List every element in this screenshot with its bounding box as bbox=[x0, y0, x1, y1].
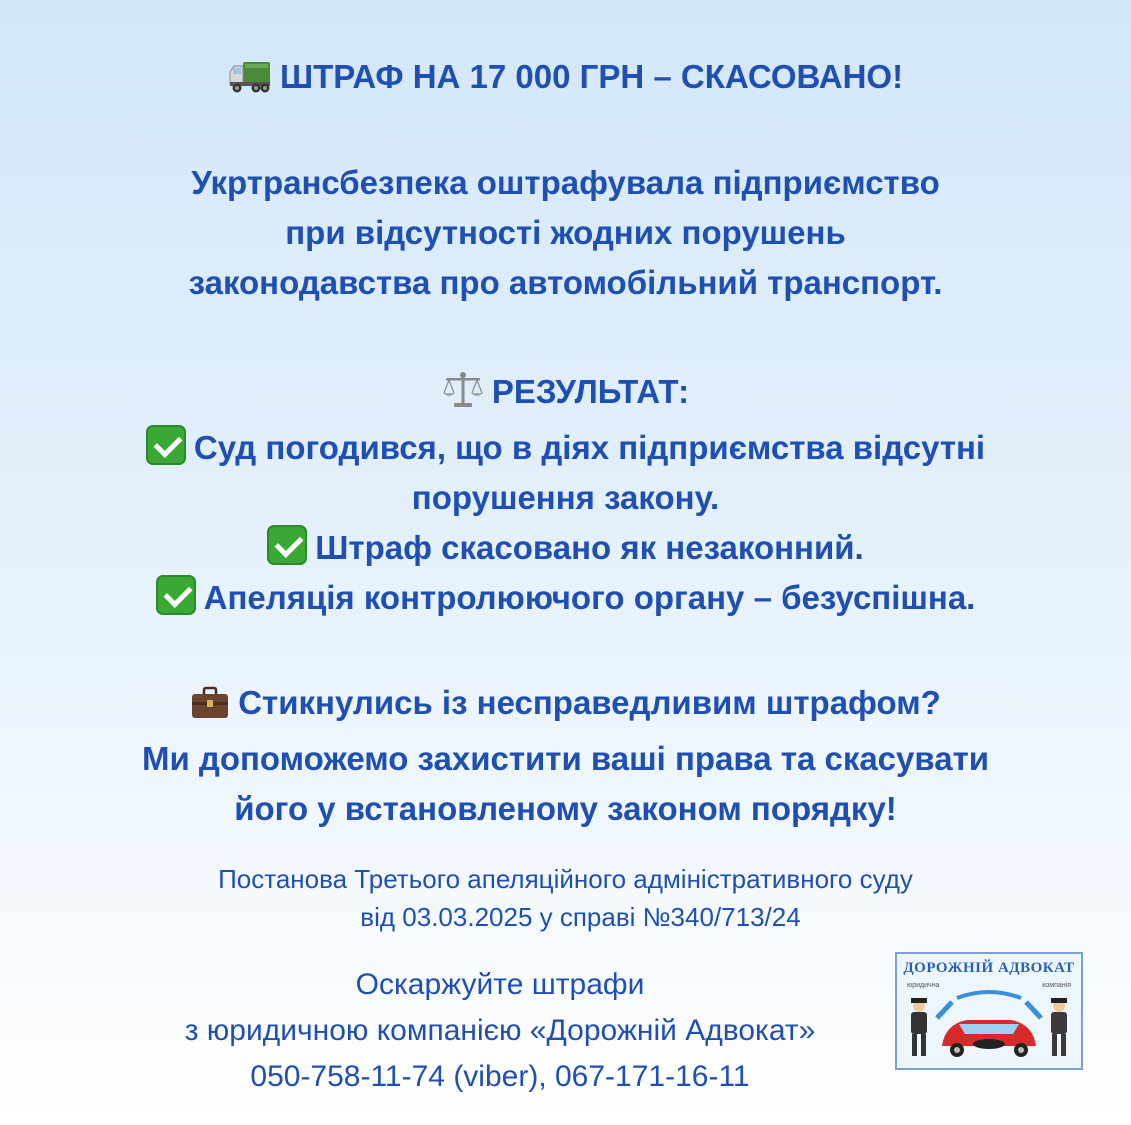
cta-line-1-text: Стикнулись із несправедливим штрафом? bbox=[238, 684, 941, 721]
briefcase-icon bbox=[190, 684, 230, 734]
logo-title: ДОРОЖНІЙ АДВОКАТ bbox=[903, 960, 1075, 976]
logo-subtitle-right: компанія bbox=[1042, 982, 1071, 989]
logo-subtitle-left: юридична bbox=[907, 982, 940, 989]
court-reference bbox=[0, 860, 1131, 936]
result-item-1 bbox=[0, 423, 1131, 473]
truck-icon bbox=[228, 58, 272, 108]
check-mark-icon bbox=[267, 525, 307, 565]
cta-line-1 bbox=[0, 678, 1131, 734]
contact-block bbox=[80, 962, 920, 1100]
cta-line-3: його у встановленому законом порядку! bbox=[234, 790, 897, 827]
headline bbox=[0, 52, 1131, 108]
reference-line-2: від 03.03.2025 у справі №340/713/24 bbox=[360, 902, 801, 932]
check-mark-icon bbox=[156, 575, 196, 615]
check-mark-icon bbox=[146, 425, 186, 465]
reference-line-1: Постанова Третього апеляційного адміністративного суду bbox=[218, 864, 913, 894]
result-title bbox=[0, 367, 1131, 423]
scales-icon bbox=[442, 371, 484, 423]
result-item-2 bbox=[0, 523, 1131, 573]
headline-text: ШТРАФ НА 17 000 ГРН – СКАСОВАНО! bbox=[279, 58, 904, 95]
result-item-1-text: Суд погодився, що в діях підприємства відсутні bbox=[193, 429, 986, 466]
cta-line-2: Ми допоможемо захистити ваші права та скасувати bbox=[141, 740, 990, 777]
result-title-text: РЕЗУЛЬТАТ: bbox=[491, 373, 690, 410]
contact-line-2: з юридичною компанією «Дорожній Адвокат» bbox=[184, 1014, 816, 1047]
intro-line-2: при відсутності жодних порушень bbox=[285, 214, 846, 251]
logo-illustration bbox=[897, 988, 1081, 1068]
company-logo bbox=[895, 952, 1083, 1070]
result-item-1-cont: порушення закону. bbox=[411, 479, 720, 516]
intro-line-1: Укртрансбезпека оштрафувала підприємство bbox=[191, 164, 940, 201]
intro-line-3: законодавства про автомобільний транспорт. bbox=[188, 264, 943, 301]
contact-line-1: Оскаржуйте штрафи bbox=[355, 968, 645, 1001]
contact-phones: 050-758-11-74 (viber), 067-171-16-11 bbox=[250, 1060, 750, 1093]
result-item-2-text: Штраф скасовано як незаконний. bbox=[315, 529, 864, 566]
result-item-3 bbox=[0, 573, 1131, 623]
result-item-3-text: Апеляція контролюючого органу – безуспішна. bbox=[203, 579, 976, 616]
